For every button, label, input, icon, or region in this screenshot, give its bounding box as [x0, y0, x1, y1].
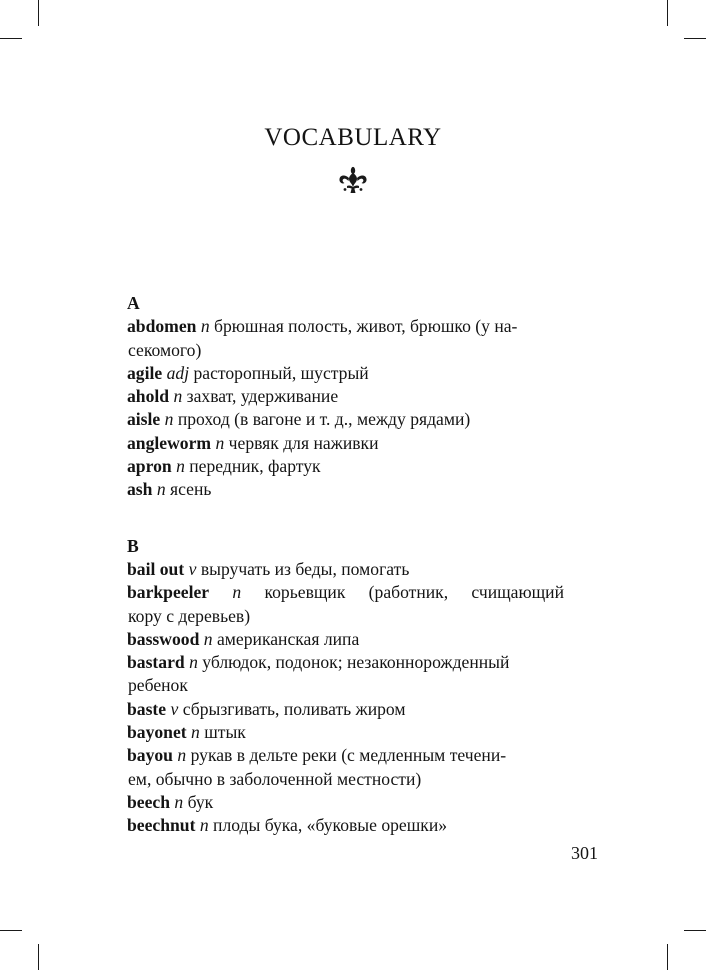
headword: baste: [127, 698, 167, 719]
part-of-speech: v: [188, 558, 197, 579]
part-of-speech: v: [170, 698, 179, 719]
definition-continuation: секомого): [128, 339, 202, 360]
definition-continuation: ребенок: [128, 675, 188, 696]
vocab-entry-baste: [127, 698, 564, 721]
headword: angleworm: [127, 432, 212, 453]
headword: barkpeeler: [127, 582, 210, 603]
vocab-entry-bastard: [127, 651, 564, 698]
part-of-speech: n: [174, 791, 184, 812]
headword: agile: [127, 362, 163, 383]
headword: basswood: [127, 628, 200, 649]
crop-mark-top-left-h: [0, 38, 22, 39]
vocab-entry-aisle: [127, 408, 564, 431]
vocab-entry-agile: [127, 362, 564, 385]
part-of-speech: n: [176, 456, 185, 477]
part-of-speech: n: [177, 745, 187, 766]
section-spacer: [127, 502, 564, 535]
part-of-speech: n: [189, 652, 198, 673]
vocab-entry-abdomen: [127, 315, 564, 362]
definition-line: ублюдок, подонок; незаконнорожденный: [202, 652, 510, 673]
page-number: 301: [571, 843, 598, 863]
part-of-speech: n: [199, 815, 209, 836]
headword: bayonet: [127, 722, 187, 743]
definition-continuation: кору с деревьев): [128, 605, 251, 626]
part-of-speech: n: [215, 432, 225, 453]
headword: bail out: [127, 558, 185, 579]
definition-line: рукав в дельте реки (с медленным течени-: [190, 745, 507, 766]
headword: ahold: [127, 386, 170, 407]
part-of-speech: adj: [166, 362, 190, 383]
definition-line: американская липа: [216, 628, 360, 649]
definition-line: корьевщик (работник, счищающий: [264, 582, 564, 603]
vocab-entry-bail-out: [127, 558, 564, 581]
headword: aisle: [127, 409, 161, 430]
vocab-entry-bayonet: [127, 721, 564, 744]
headword: abdomen: [127, 316, 197, 337]
vocab-entry-beech: [127, 791, 564, 814]
vocab-entry-ahold: [127, 385, 564, 408]
definition-line: проход (в вагоне и т. д., между рядами): [177, 409, 471, 430]
headword: bayou: [127, 745, 173, 766]
crop-mark-top-right-v: [667, 0, 668, 26]
definition-continuation: ем, обычно в заболоченной местности): [128, 768, 422, 789]
crop-mark-top-left-v: [38, 0, 39, 26]
headword: beechnut: [127, 815, 196, 836]
definition-line: захват, удерживание: [186, 386, 339, 407]
vocab-entry-beechnut: [127, 814, 564, 837]
crop-mark-bottom-left-h: [0, 930, 22, 931]
page-title: VOCABULARY: [264, 124, 442, 151]
headword: ash: [127, 479, 153, 500]
vocab-entry-basswood: [127, 628, 564, 651]
vocabulary-list: [127, 292, 564, 838]
headword: apron: [127, 456, 172, 477]
vocab-entry-angleworm: [127, 432, 564, 455]
part-of-speech: n: [203, 628, 213, 649]
crop-mark-bottom-right-v: [667, 944, 668, 970]
definition-line: штык: [204, 722, 246, 743]
vocab-entry-barkpeeler: [127, 581, 564, 628]
definition-line: бук: [187, 791, 214, 812]
vocab-entry-ash: [127, 478, 564, 501]
fleuron-icon: [336, 166, 370, 194]
part-of-speech: n: [156, 479, 166, 500]
crop-mark-bottom-left-v: [38, 944, 39, 970]
definition-line: червяк для наживки: [228, 432, 379, 453]
section-letter-b: B: [127, 535, 139, 556]
crop-mark-top-right-h: [684, 38, 706, 39]
crop-mark-bottom-right-h: [684, 930, 706, 931]
headword: beech: [127, 791, 170, 812]
definition-line: передник, фартук: [189, 456, 321, 477]
definition-line: ясень: [170, 479, 212, 500]
definition-line: плоды бука, «буковые орешки»: [213, 815, 448, 836]
part-of-speech: n: [191, 722, 200, 743]
definition-line: брюшная полость, живот, брюшко (у на-: [214, 316, 518, 337]
part-of-speech: n: [164, 409, 174, 430]
part-of-speech: n: [232, 582, 242, 603]
section-letter-a: A: [127, 293, 140, 313]
definition-line: сбрызгивать, поливать жиром: [182, 698, 406, 719]
headword: bastard: [127, 652, 185, 673]
vocab-entry-apron: [127, 455, 564, 478]
definition-line: выручать из беды, помогать: [200, 558, 410, 579]
part-of-speech: n: [173, 386, 183, 407]
vocab-entry-bayou: [127, 744, 564, 791]
part-of-speech: n: [200, 316, 210, 337]
definition-line: расторопный, шустрый: [193, 362, 369, 383]
